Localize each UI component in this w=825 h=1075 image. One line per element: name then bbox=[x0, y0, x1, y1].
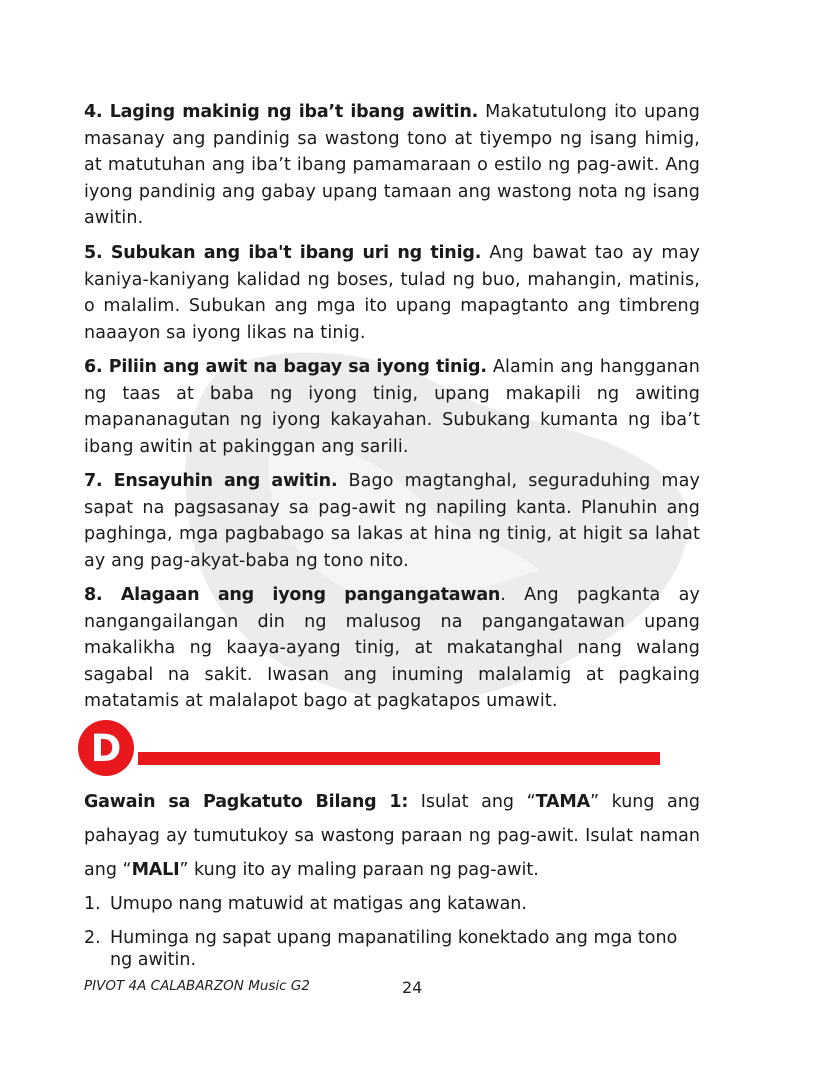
tip-7 bbox=[84, 468, 700, 574]
tip-6-body: Alamin ang hangganan ng taas at baba ng iyong tinig, upang makapili ng awiting mapananagutan ng iyong kakayahan. Subukang kumanta ng iba’t ibang awitin at pakinggan ang sarili. bbox=[84, 357, 700, 457]
tip-8-heading: 8. Alagaan ang iyong pangangatawan bbox=[84, 585, 501, 605]
tip-4 bbox=[84, 99, 700, 232]
section-d-header bbox=[78, 716, 668, 776]
section-letter-badge: D bbox=[78, 720, 134, 776]
activity-tama: TAMA bbox=[535, 792, 590, 812]
tip-8-body: . Ang pagkanta ay nangangailangan din ng malusog na pangangatawan upang makalikha ng kaaya-ayang tinig, at makatanghal nang walang sagabal na sakit. Iwasan ang inuming malalamig at pagkaing matatamis at malalapot bago at pagkatapos umawit. bbox=[84, 585, 700, 712]
activity-instructions bbox=[84, 785, 700, 887]
section-divider-bar bbox=[138, 752, 660, 765]
page-number: 24 bbox=[402, 978, 423, 997]
activity-text-3: ” kung ito ay maling paraan ng pag-awit. bbox=[179, 860, 539, 880]
item-number: 1. bbox=[84, 894, 101, 914]
tip-6 bbox=[84, 354, 700, 460]
tip-7-heading: 7. Ensayuhin ang awitin. bbox=[84, 471, 338, 491]
list-item bbox=[84, 927, 700, 971]
tip-4-body: Makatutulong ito upang masanay ang pandinig sa wastong tono at tiyempo ng isang himig, at matutuhan ang iba’t ibang pamamaraan o estilo ng pag-awit. Ang iyong pandinig ang gabay upang tamaan ang wastong nota ng isang awitin. bbox=[84, 102, 700, 229]
footer-title: PIVOT 4A CALABARZON Music G2 bbox=[84, 978, 310, 994]
tip-5-body: Ang bawat tao ay may kaniya-kaniyang kalidad ng boses, tulad ng buo, mahangin, matinis, o malalim. Subukan ang mga ito upang mapagtanto ang timbreng naaayon sa iyong likas na tinig. bbox=[84, 243, 700, 343]
item-text: Huminga ng sapat upang mapanatiling konektado ang mga tono ng awitin. bbox=[110, 928, 678, 970]
tip-7-body: Bago magtanghal, seguraduhing may sapat na pagsasanay sa pag-awit ng napiling kanta. Planuhin ang paghinga, mga pagbabago sa lakas at hina ng tinig, at higit sa lahat ay ang pag-akyat-baba ng tono nito. bbox=[84, 471, 700, 571]
tip-5-heading: 5. Subukan ang iba't ibang uri ng tinig. bbox=[84, 243, 482, 263]
tip-5 bbox=[84, 240, 700, 346]
activity-text-1: Isulat ang “ bbox=[420, 792, 536, 812]
tip-4-heading: 4. Laging makinig ng iba’t ibang awitin. bbox=[84, 102, 479, 122]
activity-heading: Gawain sa Pagkatuto Bilang 1: bbox=[84, 792, 409, 812]
list-item bbox=[84, 893, 700, 915]
tip-8 bbox=[84, 582, 700, 715]
item-number: 2. bbox=[84, 928, 101, 948]
item-text: Umupo nang matuwid at matigas ang katawan. bbox=[110, 894, 527, 914]
tip-6-heading: 6. Piliin ang awit na bagay sa iyong tinig. bbox=[84, 357, 487, 377]
activity-items bbox=[84, 893, 700, 983]
activity-mali: MALI bbox=[131, 860, 180, 880]
activity-text-2: ” kung ang pahayag ay tumutukoy sa wastong paraan ng pag-awit. Isulat naman ang “ bbox=[84, 792, 700, 880]
